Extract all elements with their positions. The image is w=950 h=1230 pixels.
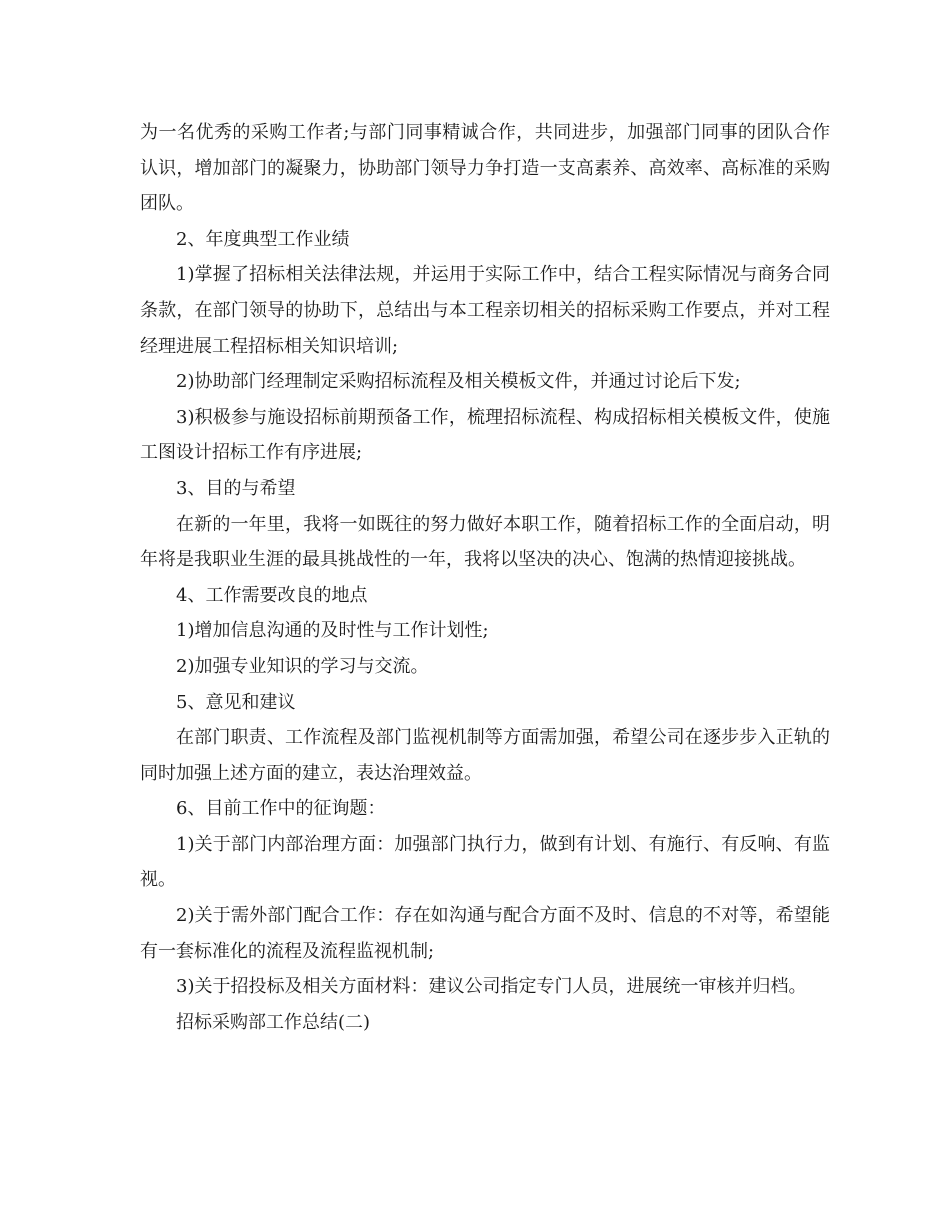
section-heading-achievements: 2、年度典型工作业绩 xyxy=(176,228,350,250)
next-document-title: 招标采购部工作总结(二) xyxy=(176,1011,371,1033)
improvement-item-1: 1)增加信息沟通的及时性与工作计划性; xyxy=(176,620,489,642)
issue-item-2: 2)关于需外部门配合工作：存在如沟通与配合方面不及时、信息的不对等，希望能有一套标准化的流程及流程监视机制; xyxy=(140,905,830,962)
achievement-item-1: 1)掌握了招标相关法律法规，并运用于实际工作中，结合工程实际情况与商务合同条款，在部门领导的协助下，总结出与本工程亲切相关的招标采购工作要点，并对工程经理进展工程招标相关知识培训; xyxy=(140,264,830,357)
document-body xyxy=(140,115,830,1040)
section-heading-improvements: 4、工作需要改良的地点 xyxy=(176,584,368,606)
improvement-item-2: 2)加强专业知识的学习与交流。 xyxy=(176,655,429,677)
section-heading-goals: 3、目的与希望 xyxy=(176,477,296,499)
paragraph-intro: 为一名优秀的采购工作者;与部门同事精诚合作，共同进步，加强部门同事的团队合作认识，增加部门的凝聚力，协助部门领导力争打造一支高素养、高效率、高标准的采购团队。 xyxy=(140,122,830,215)
issue-item-3: 3)关于招投标及相关方面材料：建议公司指定专门人员，进展统一审核并归档。 xyxy=(176,976,807,998)
issue-item-1: 1)关于部门内部治理方面：加强部门执行力，做到有计划、有施行、有反响、有监视。 xyxy=(140,833,830,891)
achievement-item-2: 2)协助部门经理制定采购招标流程及相关模板文件，并通过讨论后下发; xyxy=(176,371,741,393)
section-heading-suggestions: 5、意见和建议 xyxy=(176,691,296,713)
suggestions-paragraph: 在部门职责、工作流程及部门监视机制等方面需加强，希望公司在逐步步入正轨的同时加强上述方面的建立，表达治理效益。 xyxy=(140,727,830,784)
achievement-item-3: 3)积极参与施设招标前期预备工作，梳理招标流程、构成招标相关模板文件，使施工图设计招标工作有序进展; xyxy=(140,406,830,464)
goals-paragraph: 在新的一年里，我将一如既往的努力做好本职工作，随着招标工作的全面启动，明年将是我职业生涯的最具挑战性的一年，我将以坚决的决心、饱满的热情迎接挑战。 xyxy=(140,513,830,571)
section-heading-issues: 6、目前工作中的征询题： xyxy=(176,798,386,820)
